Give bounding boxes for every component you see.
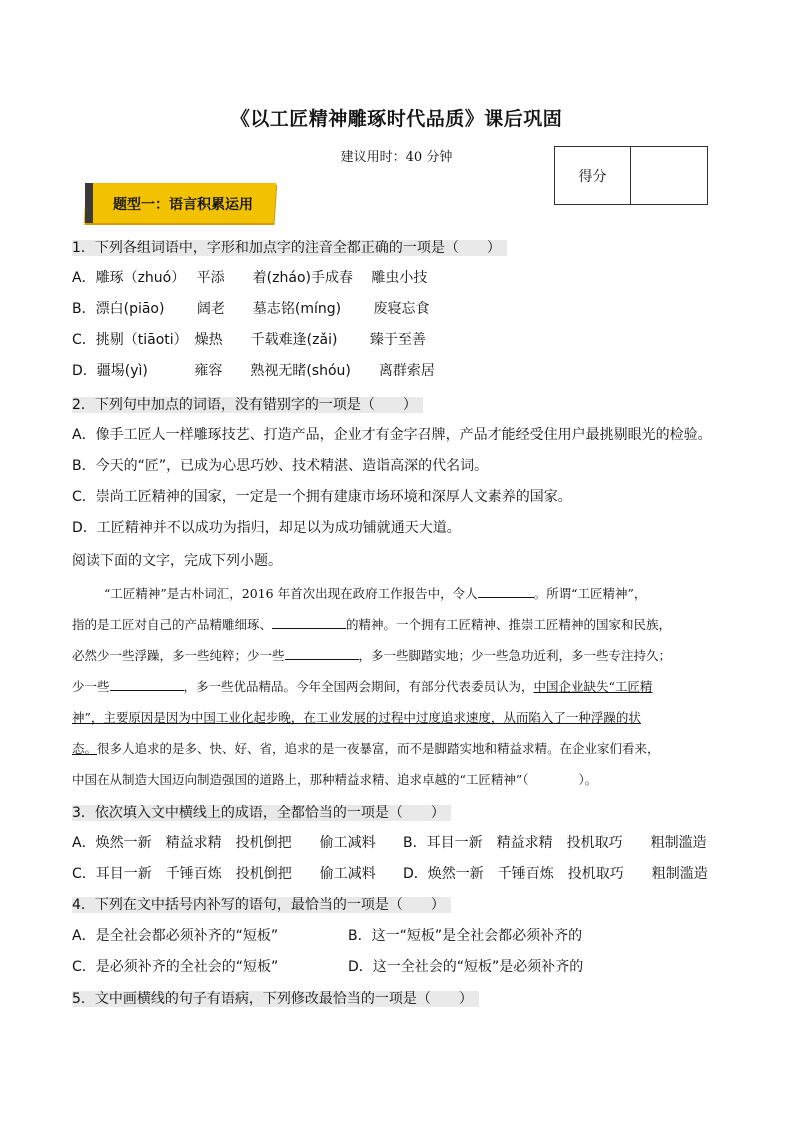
question-2-option-b: B．今天的“匠”，已成为心思巧妙、技术精湛、造诣高深的代名词。 bbox=[72, 458, 489, 474]
question-1-option-a: A．雕琢（zhuó） 平添 着(zháo)手成春 雕虫小技 bbox=[72, 270, 428, 286]
passage-line-7: 中国在从制造大国迈向制造强国的道路上，那种精益求精、追求卓越的“工匠精神”（ ）。 bbox=[72, 772, 598, 787]
question-3-row-1 bbox=[72, 832, 707, 852]
document-title: 《以工匠精神雕琢时代品质》课后巩固 bbox=[230, 108, 563, 130]
question-1-option-c: C．挑剔（tiāoti） 燥热 千载难逢(zǎi) 臻于至善 bbox=[72, 332, 426, 348]
underlined-sentence-part-3: 态。 bbox=[72, 741, 98, 756]
question-4-option-a: A．是全社会都必须补齐的“短板” bbox=[72, 928, 279, 944]
score-box bbox=[554, 146, 708, 205]
reading-intro: 阅读下面的文字，完成下列小题。 bbox=[72, 553, 282, 569]
passage-line-3: 必然少一些浮躁，多一些纯粹；少一些 ，多一些脚踏实地；少一些急功近利，多一些专注持久； bbox=[72, 648, 672, 663]
question-1-option-b: B．漂白(piāo) 阔老 墓志铭(míng) 废寝忘食 bbox=[72, 301, 430, 317]
question-4-stem: 4．下列在文中括号内补写的语句，最恰当的一项是（ ） bbox=[72, 894, 451, 914]
passage-line-4: 少一些 ，多一些优品精品。今年全国两会期间，有部分代表委员认为，中国企业缺失“工匠精 bbox=[72, 679, 653, 694]
question-4-row-1 bbox=[72, 925, 582, 945]
question-3-option-d: D．焕然一新 千锤百炼 投机取巧 粗制滥造 bbox=[403, 866, 708, 882]
question-4-row-2 bbox=[72, 956, 583, 976]
section-badge-label: 题型一：语言积累运用 bbox=[113, 197, 253, 213]
question-3-row-2 bbox=[72, 863, 708, 883]
question-3-stem: 3．依次填入文中横线上的成语，全都恰当的一项是（ ） bbox=[72, 802, 451, 822]
question-4-option-d: D．这一全社会的“短板”是必须补齐的 bbox=[348, 959, 584, 975]
score-value-cell[interactable] bbox=[631, 147, 707, 204]
section-badge bbox=[85, 183, 275, 223]
question-4-option-c: C．是必须补齐的全社会的“短板” bbox=[72, 959, 279, 975]
question-3-option-a: A．焕然一新 精益求精 投机倒把 偷工减料 bbox=[72, 835, 376, 851]
blank-1 bbox=[478, 585, 534, 598]
question-2-option-d: D．工匠精神并不以成功为指归，却足以为成功铺就通天大道。 bbox=[72, 520, 461, 536]
question-1-stem: 1．下列各组词语中，字形和加点字的注音全都正确的一项是（ ） bbox=[72, 237, 507, 257]
passage-line-5-underlined: 神”，主要原因是因为中国工业化起步晚，在工业发展的过程中过度追求速度，从而陷入了一种浮躁的状 bbox=[72, 710, 641, 725]
question-2-stem: 2．下列句中加点的词语，没有错别字的一项是（ ） bbox=[72, 394, 423, 414]
blank-2 bbox=[272, 616, 346, 629]
passage-line-6: 态。很多人追求的是多、快、好、省，追求的是一夜暴富，而不是脚踏实地和精益求精。在企业家们看来， bbox=[72, 741, 660, 756]
question-1-option-d: D．疆埸(yì) 雍容 熟视无睹(shóu) 离群索居 bbox=[72, 363, 435, 379]
question-5-stem: 5．文中画横线的句子有语病，下列修改最恰当的一项是（ ） bbox=[72, 988, 479, 1008]
question-2-option-a: A．像手工匠人一样雕琢技艺、打造产品，企业才有金字召牌，产品才能经受住用户最挑剔眼光的检验。 bbox=[72, 427, 712, 443]
blank-3 bbox=[285, 647, 359, 660]
passage-line-1: “工匠精神”是古朴词汇，2016 年首次出现在政府工作报告中，令人 。所谓“工匠精神”， bbox=[104, 586, 647, 601]
question-3-option-b: B．耳目一新 精益求精 投机取巧 粗制滥造 bbox=[403, 835, 707, 851]
passage-line-2: 指的是工匠对自己的产品精雕细琢、 的精神。一个拥有工匠精神、推崇工匠精神的国家和民族， bbox=[72, 617, 672, 632]
score-label: 得分 bbox=[555, 147, 631, 204]
question-3-option-c: C．耳目一新 千锤百炼 投机倒把 偷工减料 bbox=[72, 866, 376, 882]
question-2-option-c: C．崇尚工匠精神的国家，一定是一个拥有建康市场环境和深厚人文素养的国家。 bbox=[72, 489, 572, 505]
suggested-time: 建议用时：40 分钟 bbox=[340, 150, 453, 165]
question-4-option-b: B．这一“短板”是全社会都必须补齐的 bbox=[348, 928, 583, 944]
blank-4 bbox=[110, 678, 184, 691]
underlined-sentence-part-1: 中国企业缺失“工匠精 bbox=[533, 679, 653, 694]
